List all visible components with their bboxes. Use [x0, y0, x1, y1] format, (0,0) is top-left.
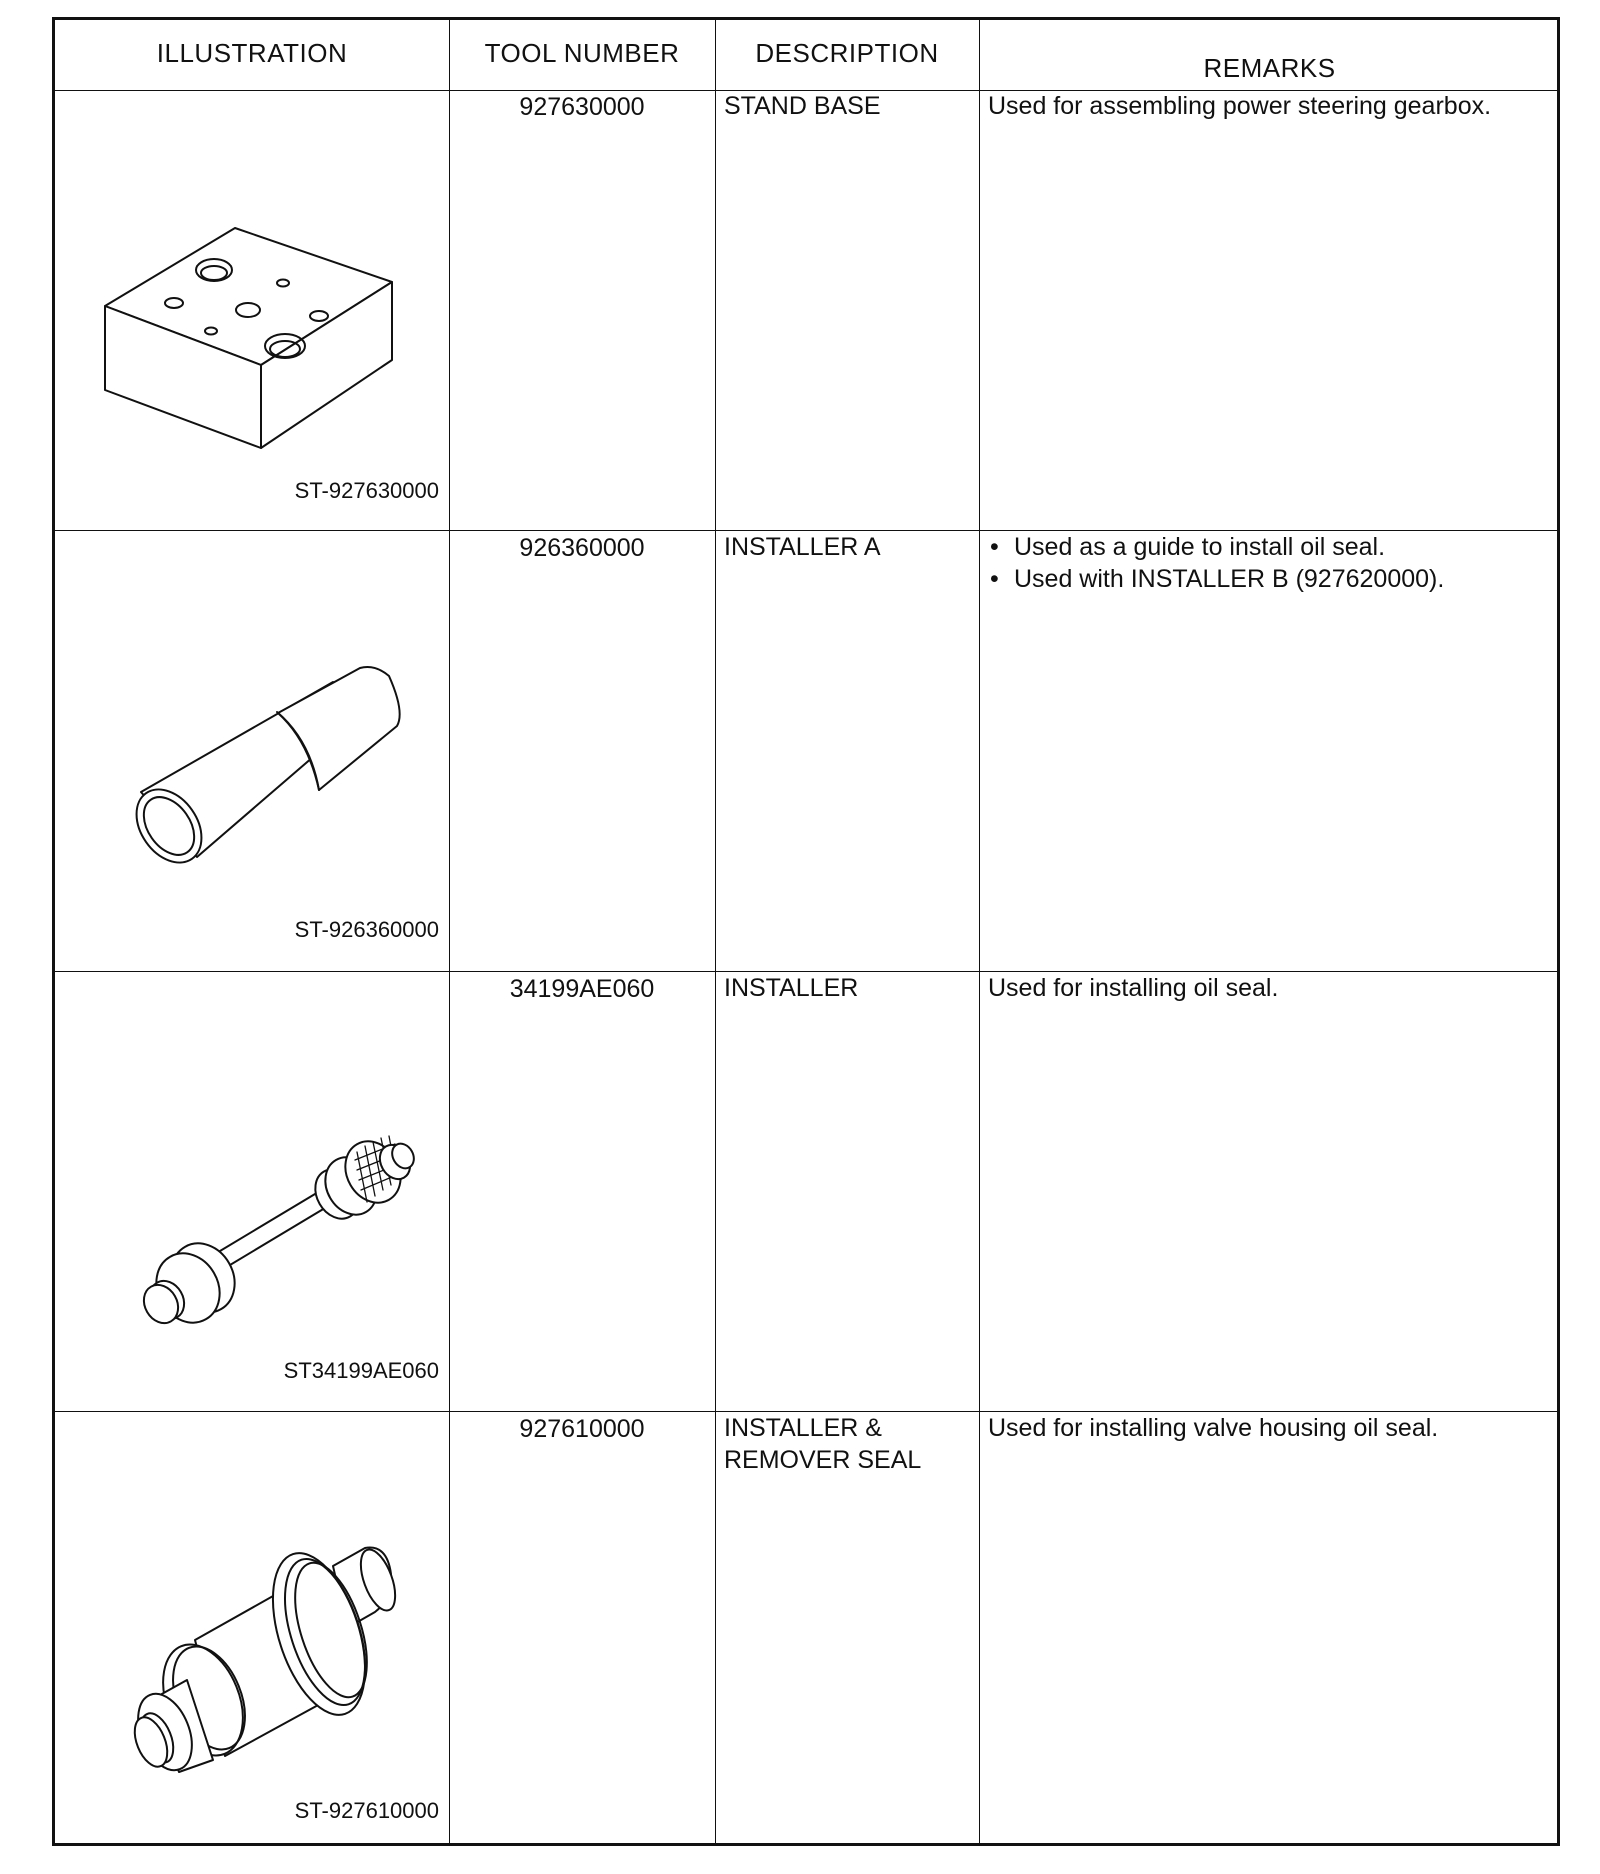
column-divider	[979, 20, 980, 1843]
illustration-caption: ST-926360000	[294, 917, 439, 942]
tool-number-cell: 927630000	[519, 93, 645, 121]
stand-base-illustration	[95, 200, 425, 450]
illustration-caption: ST34199AE060	[283, 1358, 439, 1383]
remarks-cell	[988, 531, 1548, 595]
tool-number-cell: 927610000	[519, 1415, 645, 1443]
remark-text: Used for installing valve housing oil seal.	[988, 1414, 1439, 1442]
description-cell: INSTALLER A	[724, 533, 881, 561]
description-cell	[724, 1412, 921, 1476]
installer-remover-seal-illustration	[95, 1520, 425, 1780]
tool-number-cell: 926360000	[519, 534, 645, 562]
header-illustration: ILLUSTRATION	[156, 38, 348, 68]
remarks-cell	[988, 1412, 1548, 1444]
remark-bullet: • Used as a guide to install oil seal.	[988, 531, 1548, 563]
header-remarks: REMARKS	[1203, 53, 1336, 83]
remark-bullet: • Used with INSTALLER B (927620000).	[988, 563, 1548, 595]
remark-text: Used for installing oil seal.	[988, 974, 1279, 1002]
description-line: INSTALLER &	[724, 1414, 882, 1442]
description-line: REMOVER SEAL	[724, 1446, 922, 1474]
tool-number-cell: 34199AE060	[509, 975, 655, 1003]
column-divider	[449, 20, 450, 1843]
header-tool-number: TOOL NUMBER	[484, 38, 680, 68]
illustration-caption: ST-927610000	[294, 1798, 439, 1823]
remarks-bullet-list	[988, 531, 1548, 595]
description-cell: STAND BASE	[724, 92, 881, 120]
remark-text: Used for assembling power steering gearbox.	[988, 92, 1492, 120]
description-cell: INSTALLER	[724, 974, 859, 1002]
header-description: DESCRIPTION	[755, 38, 939, 68]
installer-illustration	[105, 1090, 425, 1340]
column-divider	[715, 20, 716, 1843]
illustration-caption: ST-927630000	[294, 478, 439, 503]
special-tools-table	[52, 17, 1560, 1846]
remarks-cell	[988, 972, 1548, 1004]
installer-a-illustration	[105, 660, 425, 890]
remarks-cell	[988, 90, 1548, 122]
